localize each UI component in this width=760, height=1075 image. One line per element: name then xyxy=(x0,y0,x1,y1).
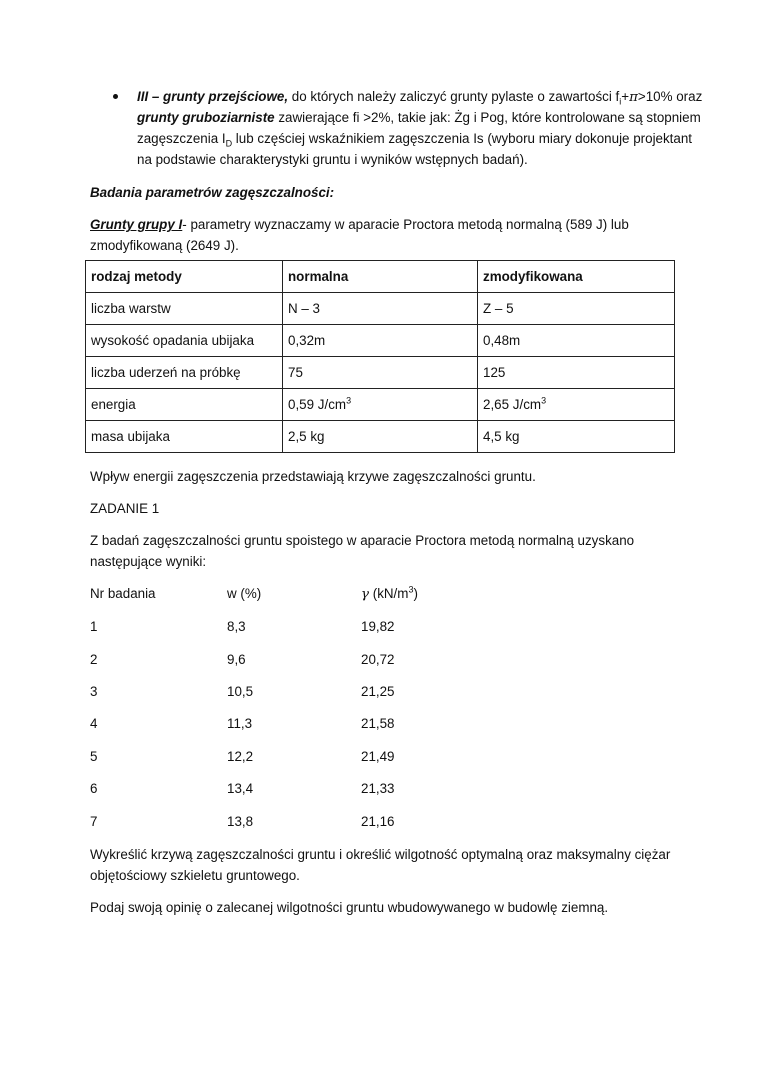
table-cell: Z – 5 xyxy=(478,293,675,325)
w-cell: 13,8 xyxy=(227,814,254,829)
bullet-line-1-text: do których należy zaliczyć grunty pylaste o zawartości f xyxy=(288,89,620,104)
gamma-cell: 19,82 xyxy=(361,619,395,634)
table-row xyxy=(86,293,675,325)
subscript-i: i xyxy=(619,96,622,107)
gamma-symbol: γ xyxy=(361,587,370,602)
gamma-cell: 21,25 xyxy=(361,684,395,699)
col-gamma-header xyxy=(361,586,418,602)
superscript-3: 3 xyxy=(408,584,414,595)
gamma-cell: 21,58 xyxy=(361,716,395,731)
table-cell: 4,5 kg xyxy=(478,421,675,453)
section-heading: Badania parametrów zagęszczalności: xyxy=(90,185,335,200)
pi-symbol: π xyxy=(629,90,638,105)
table-row xyxy=(86,389,675,421)
proctor-method-table xyxy=(85,260,675,453)
plus-sign: + xyxy=(621,89,630,104)
bullet-line-3-b: lub częściej wskaźnikiem zagęszczenia Is (wyboru miary dokonuje projektant xyxy=(232,131,693,146)
bullet-line-4: na podstawie charakterystyki gruntu i wyników wstępnych badań). xyxy=(137,152,528,167)
instruction-line-2: objętościowy szkieletu gruntowego. xyxy=(90,868,300,883)
table-cell: 125 xyxy=(478,357,675,389)
group-label: Grunty grupy I xyxy=(90,217,183,232)
task-intro-line-2: następujące wyniki: xyxy=(90,554,207,569)
results-row xyxy=(90,684,590,702)
group-intro-line-1 xyxy=(90,217,629,232)
nr-cell: 5 xyxy=(90,749,98,764)
w-cell: 8,3 xyxy=(227,619,246,634)
gamma-cell: 21,16 xyxy=(361,814,395,829)
w-cell: 9,6 xyxy=(227,652,246,667)
table-cell: 2,5 kg xyxy=(283,421,478,453)
bullet-line-1-end: >10% oraz xyxy=(637,89,703,104)
bullet-line-2 xyxy=(137,110,701,125)
header-cell: zmodyfikowana xyxy=(478,261,675,293)
gamma-unit: (kN/m xyxy=(369,586,409,601)
col-w-header: w (%) xyxy=(227,586,262,601)
nr-cell: 3 xyxy=(90,684,98,699)
col-nr-header: Nr badania xyxy=(90,586,156,601)
superscript-3: 3 xyxy=(541,395,547,406)
table-cell: 75 xyxy=(283,357,478,389)
w-cell: 12,2 xyxy=(227,749,254,764)
w-cell: 11,3 xyxy=(227,716,253,731)
table-row xyxy=(86,357,675,389)
task-intro-line-1: Z badań zagęszczalności gruntu spoistego w aparacie Proctora metodą normalną uzyskano xyxy=(90,533,635,548)
opinion-text: Podaj swoją opinię o zalecanej wilgotności gruntu wbudowywanego w budowlę ziemną. xyxy=(90,900,609,915)
nr-cell: 1 xyxy=(90,619,98,634)
table-cell: liczba uderzeń na próbkę xyxy=(86,357,283,389)
results-row xyxy=(90,619,590,637)
header-cell: normalna xyxy=(283,261,478,293)
table-header-row xyxy=(86,261,675,293)
table-cell: masa ubijaka xyxy=(86,421,283,453)
superscript-3: 3 xyxy=(346,395,352,406)
gamma-cell: 21,33 xyxy=(361,781,395,796)
w-cell: 13,4 xyxy=(227,781,254,796)
results-header xyxy=(90,586,590,604)
group-intro-text: - parametry wyznaczamy w aparacie Proctora metodą normalną (589 J) lub xyxy=(182,217,629,232)
gamma-cell: 21,49 xyxy=(361,749,395,764)
energy-normal: 0,59 J/cm xyxy=(288,397,347,412)
after-table-text: Wpływ energii zagęszczenia przedstawiają krzywe zagęszczalności gruntu. xyxy=(90,469,536,484)
results-row xyxy=(90,749,590,767)
table-cell: N – 3 xyxy=(283,293,478,325)
table-cell: energia xyxy=(86,389,283,421)
table-row xyxy=(86,325,675,357)
term-przejsciowe: III – grunty przejściowe, xyxy=(137,89,289,104)
gamma-cell: 20,72 xyxy=(361,652,395,667)
table-cell: liczba warstw xyxy=(86,293,283,325)
table-row xyxy=(86,421,675,453)
bullet-line-3-a: zagęszczenia I xyxy=(137,131,226,146)
group-intro-line-2: zmodyfikowaną (2649 J). xyxy=(90,238,239,253)
gamma-close: ) xyxy=(413,586,418,601)
header-cell: rodzaj metody xyxy=(86,261,283,293)
w-cell: 10,5 xyxy=(227,684,254,699)
table-cell: 0,48m xyxy=(478,325,675,357)
table-cell xyxy=(478,389,675,421)
table-cell xyxy=(283,389,478,421)
bullet-line-3 xyxy=(137,131,693,149)
nr-cell: 7 xyxy=(90,814,98,829)
results-row xyxy=(90,652,590,670)
table-cell: wysokość opadania ubijaka xyxy=(86,325,283,357)
results-row xyxy=(90,781,590,799)
bullet-dot xyxy=(113,94,118,99)
energy-modified: 2,65 J/cm xyxy=(483,397,542,412)
bullet-line-2-text: zawierające fi >2%, takie jak: Żg i Pog, które kontrolowane są stopniem xyxy=(274,110,701,125)
task-title: ZADANIE 1 xyxy=(90,501,160,516)
term-gruboziarniste: grunty gruboziarniste xyxy=(137,110,275,125)
nr-cell: 2 xyxy=(90,652,98,667)
bullet-line-1 xyxy=(137,89,702,105)
subscript-d: D xyxy=(225,138,233,149)
results-row xyxy=(90,716,590,734)
table-cell: 0,32m xyxy=(283,325,478,357)
nr-cell: 4 xyxy=(90,716,98,731)
nr-cell: 6 xyxy=(90,781,98,796)
instruction-line-1: Wykreślić krzywą zagęszczalności gruntu i określić wilgotność optymalną oraz maksymalny ciężar xyxy=(90,847,671,862)
results-row xyxy=(90,814,590,832)
